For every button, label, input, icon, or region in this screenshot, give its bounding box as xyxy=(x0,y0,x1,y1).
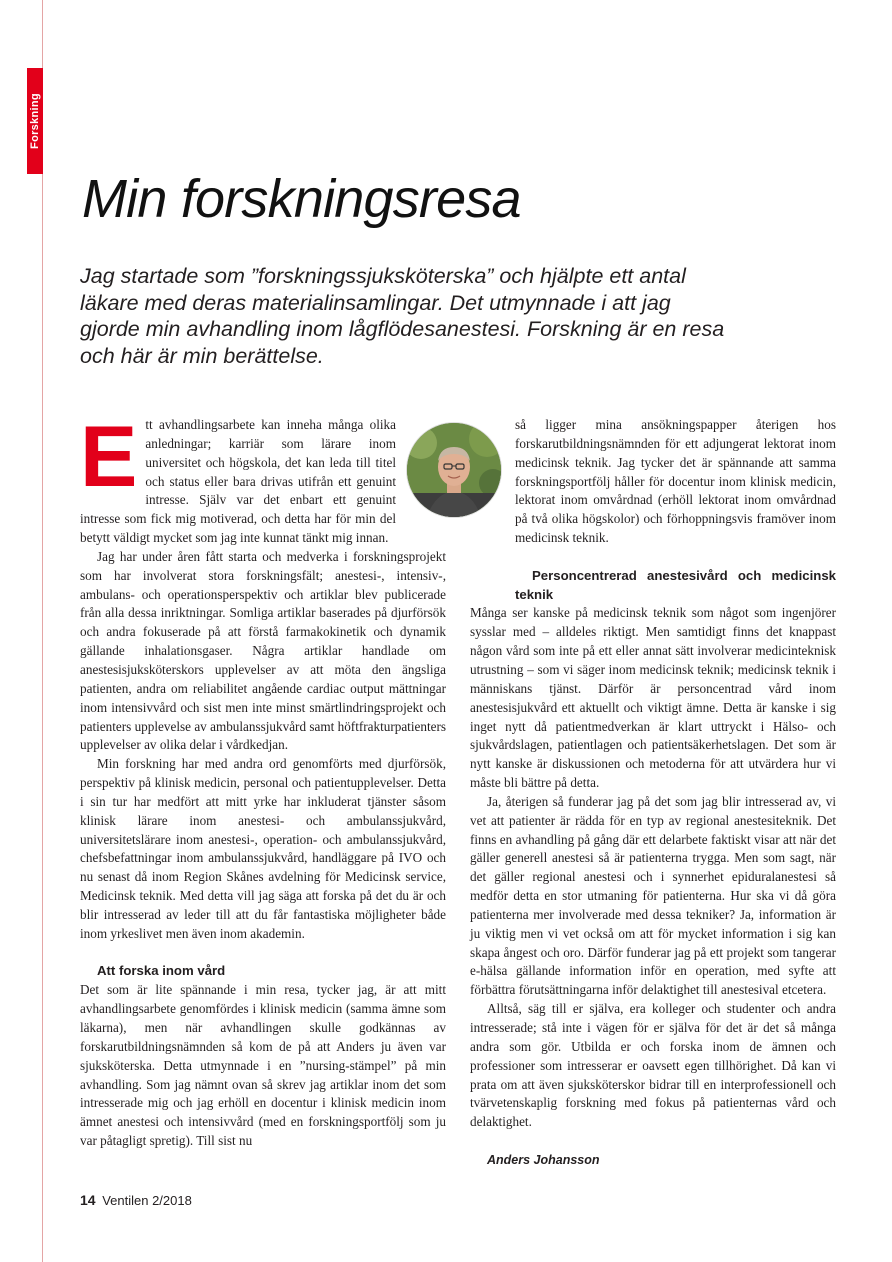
page-footer xyxy=(80,1192,192,1208)
heading-person-centered: Personcentrerad anestesivård och medicinsk teknik xyxy=(515,567,836,602)
paragraph-career: Min forskning har med andra ord genomförts med djurförsök, perspektiv på klinisk medicin, personal och patientupplevelser. Detta i sin tur har medfört att mitt yrke har inkluderat tjänster såsom klinisk lärare inom anestesi- och ambulanssjukvård, universitetslärare inom anestesi-, operation- och ambulanssjukvård, chefsbefattningar inom ambulanssjukvård, handläggare på IVO och nu senast då inom Region Skånes avdelning för Medicinsk service, Medicinsk teknik. Med detta vill jag säga att forska på det du är och blir intresserad av leder till att du får fantastiska möjligheter både inom yrkeslivet men även inom akademin. xyxy=(80,756,446,941)
column-right xyxy=(470,416,836,1170)
section-label: Forskning xyxy=(29,93,41,149)
paragraph-closing: Alltså, säg till er själva, era kolleger och studenter och andra intresserade; stå inte i vägen för er själva för det är det så många andra som gör. Utbilda er och forska inom de ämnen och professioner som intresserar er oavsett egen tillhörighet. Då kan vi prata om att även sjuksköterskor bidrar till en interprofessionell och tvärvetenskaplig forskning med fokus på patienternas vård och delaktighet. xyxy=(470,1001,836,1130)
paragraph-regional-anesthesia: Ja, återigen så funderar jag på det som jag blir intresserad av, vi vet att patienter är rädda för en typ av regional anestesiteknik. Det finns en avhandling på gång där ett delarbete faktiskt visar att när det gäller generell anestesi så är patienterna trygga. Men som sagt, när det gäller regional anestesi och i synnerhet epiduralanestesi så medför detta en stor utmaning för patienterna. Hur ska vi då göra patienterna mer involverade med dessa tekniker? Ja, information är ju viktig men vi vet också om att för mycket information i sig kan skapa ångest och oro. Därför funderar jag på ett projekt som tangerar e-hälsa gällande information inför en operation, med syfte att förbättra förutsättningarna inför delaktighet till anestesival etcetera. xyxy=(470,793,836,998)
margin-rule xyxy=(42,0,43,1262)
publication-name: Ventilen 2/2018 xyxy=(102,1193,192,1208)
section-tab xyxy=(27,68,43,174)
heading-research-in-care: Att forska inom vård xyxy=(97,963,226,979)
author-signature: Anders Johansson xyxy=(487,1152,600,1167)
paragraph-intro: tt avhandlingsarbete kan inneha många olika anledningar; karriär som lärare inom universitet och högskola, det kan leda till titel och status eller bara drivas utifrån ett genuint intresse. Själv var det enbart ett genuint intresse som fick mig motiverad, och detta har för min del betytt väldigt mycket som jag inte kunnat tänkt mig innan. xyxy=(80,417,396,546)
paragraph-application: så ligger mina ansökningspapper återigen hos forskarutbildningsnämnden för ett adjungerat lektorat inom medicinsk teknik. Jag tycker det är spännande att samma forskningsportfölj håller för docentur inom klinisk medicin, lektorat inom omvårdnad (erhöll lektorat inom omvårdnad på två olika högskolor) och förhoppningsvis framöver inom medicinsk teknik. xyxy=(515,417,836,546)
paragraph-medical-technology: Många ser kanske på medicinsk teknik som något som ingenjörer sysslar med – alldeles riktigt. Men samtidigt finns det knappast någon vård som inte på ett eller annat sätt involverar medicinteknisk utrustning – som vi säger inom medicinsk teknik; medicinsk teknik i människans tjänst. Därför är personcentrad vård inom anestesisjukvård ett aktuellt och viktigt ämne. Detta är kanske i sig inget nytt då patientmedverkan är klart uttryckt i Hälso- och sjukvårdslagen, patientlagen och patientsäkerhetslagen. Det som är nytt kanske är diskussionen och metoderna för att utvärdera hur vi måste bli bättre på detta. xyxy=(470,605,836,791)
paragraph-thesis: Det som är lite spännande i min resa, tycker jag, är att mitt avhandlingsarbete genomfördes i klinisk medicin (samma ämne som läkarna), men när avhandlingen skulle godkännas av forskarutbildningsnämnden så kom de på att Anders ju även var sjuksköterska. Detta utmynnade i en ”nursing-stämpel” på min avhandling. Som jag nämnt ovan så skrev jag artiklar inom det som intresserade mig och jag erhöll en docentur i klinisk medicin inom ämnet anestesi och intensivvård (med en forskningsportfölj som ju var påtagligt spretig). Till sist nu xyxy=(80,982,446,1149)
article-title: Min forskningsresa xyxy=(82,169,521,229)
drop-cap: E xyxy=(80,409,138,505)
column-left xyxy=(80,409,446,1151)
page-number: 14 xyxy=(80,1192,96,1208)
paragraph-research-projects: Jag har under åren fått starta och medverka i forskningsprojekt som har involverat stora forskningsfält; anestesi-, intensiv-, ambulans- och operationsperspektiv och artiklar blev publicerade från alla dessa inriktningar. Somliga artiklar baserades på djurförsök och andra fokuserade på att förstå farmakokinetik och dynamik gällande inhalationsgaser. Några artiklar handlade om anestesisjuksköterskors upplevelser av att möta den ängsliga patienten, andra om reliabilitet angående cardiac output mättningar inom intensivvård och sist men inte minst smärtlindringsprojekt och patienters upplevelse av ambulanssjukvård samt höftfrakturpatienters upplevelser av olika delar i vårdkedjan. xyxy=(80,548,446,753)
article-lead: Jag startade som ”forskningssjuksköterska” och hjälpte ett antal läkare med deras materialinsamlingar. Det utmynnade i att jag gjorde min avhandling inom lågflödesanestesi. Forskning är en resa och här är min berättelse. xyxy=(80,264,725,368)
